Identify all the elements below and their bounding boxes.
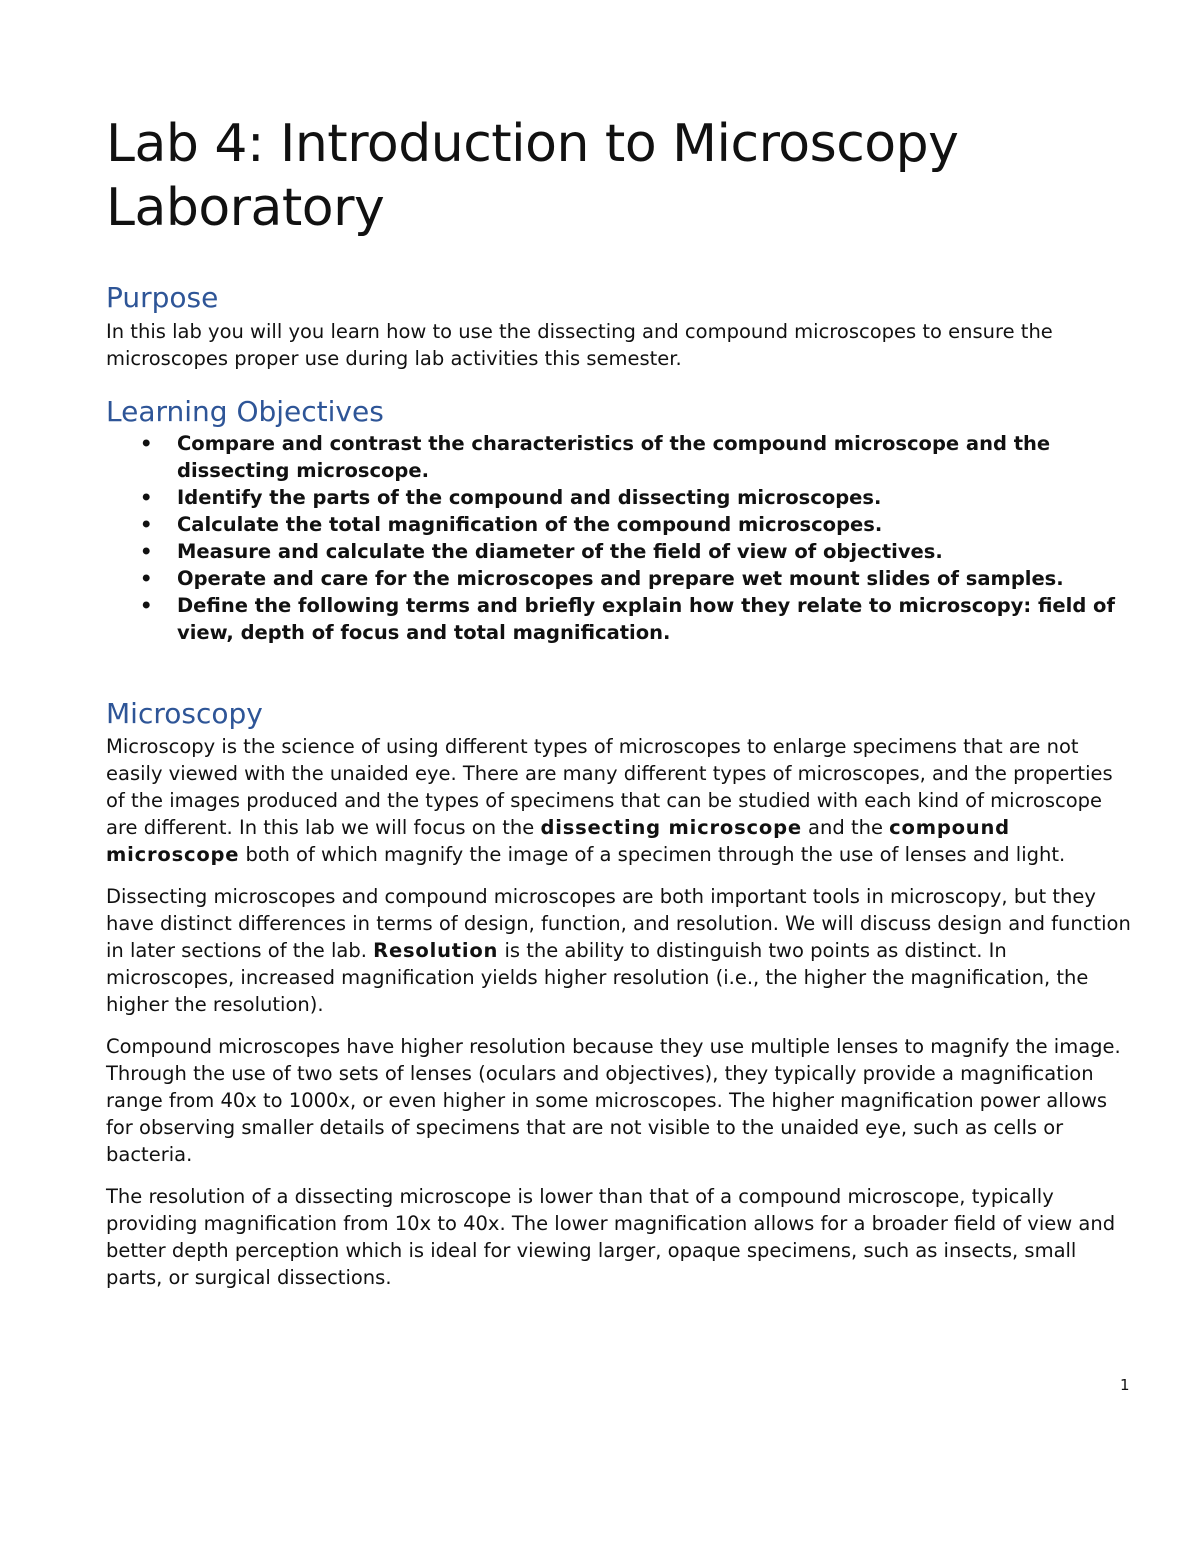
- microscopy-paragraph-3: Compound microscopes have higher resolution because they use multiple lenses to magnify the image. Through the use of two sets of lenses (oculars and objectives), they typically provide a magnification range from 40x to 1000x, or even higher in some microscopes. The higher magnification power allows for observing smaller details of specimens that are not visible to the unaided eye, such as cells or bacteria.: [106, 1035, 1121, 1166]
- learning-objectives-list: [106, 430, 1136, 646]
- bullet-icon: •: [140, 432, 153, 455]
- bullet-icon: •: [140, 594, 153, 617]
- bullet-icon: •: [140, 540, 153, 563]
- paragraph-text: and the: [801, 816, 890, 839]
- paragraph-text: both of which magnify the image of a specimen through the use of lenses and light.: [239, 843, 1066, 866]
- microscopy-heading: Microscopy: [106, 697, 263, 730]
- objective-text: Operate and care for the microscopes and prepare wet mount slides of samples.: [177, 567, 1064, 590]
- microscopy-paragraph-4: The resolution of a dissecting microscope is lower than that of a compound microscope, typically providing magnification from 10x to 40x. The lower magnification allows for a broader field of view and better depth perception which is ideal for viewing larger, opaque specimens, such as insects, small parts, or surgical dissections.: [106, 1185, 1116, 1289]
- microscopy-paragraph-1: [106, 733, 1136, 868]
- paragraph-text: Dissecting microscopes and compound microscopes are both important tools in microscopy, but they have distinct differences in terms of design, function, and resolution. We will discuss design and function in later sections of the lab.: [106, 885, 1131, 962]
- purpose-heading: Purpose: [106, 281, 219, 314]
- objective-item: [106, 592, 1136, 646]
- objective-item: [106, 565, 1136, 592]
- term-resolution: Resolution: [373, 939, 499, 962]
- objective-item: [106, 511, 1136, 538]
- objective-item: [106, 430, 1136, 484]
- objective-text: Compare and contrast the characteristics of the compound microscope and the dissecting microscope.: [177, 432, 1051, 482]
- paragraph-text: Microscopy is the science of using different types of microscopes to enlarge specimens that are not easily viewed with the unaided eye. There are many different types of microscopes, and the properties of the images produced and the types of specimens that can be studied with each kind of microscope are different. In this lab we will focus on the: [106, 735, 1113, 839]
- objective-text: Define the following terms and briefly explain how they relate to microscopy: field of view, depth of focus and total magnification.: [177, 594, 1115, 644]
- purpose-text: In this lab you will you learn how to use the dissecting and compound microscopes to ensure the microscopes proper use during lab activities this semester.: [106, 320, 1053, 370]
- page-title: Lab 4: Introduction to Microscopy Laboratory: [106, 114, 959, 238]
- objective-text: Measure and calculate the diameter of the field of view of objectives.: [177, 540, 943, 563]
- objective-text: Identify the parts of the compound and dissecting microscopes.: [177, 486, 882, 509]
- microscopy-paragraph-2: [106, 883, 1136, 1018]
- objective-text: Calculate the total magnification of the compound microscopes.: [177, 513, 883, 536]
- page-number: 1: [1120, 1376, 1130, 1394]
- page-content: [106, 112, 1136, 1291]
- paragraph-text: is the ability to distinguish two points as distinct. In microscopes, increased magnification yields higher resolution (i.e., the higher the magnification, the higher the resolution).: [106, 939, 1089, 1016]
- term-dissecting-microscope: dissecting microscope: [540, 816, 802, 839]
- bullet-icon: •: [140, 486, 153, 509]
- objective-item: [106, 484, 1136, 511]
- term-compound-microscope: compound microscope: [106, 816, 1010, 866]
- bullet-icon: •: [140, 567, 153, 590]
- bullet-icon: •: [140, 513, 153, 536]
- objective-item: [106, 538, 1136, 565]
- learning-objectives-heading: Learning Objectives: [106, 395, 384, 428]
